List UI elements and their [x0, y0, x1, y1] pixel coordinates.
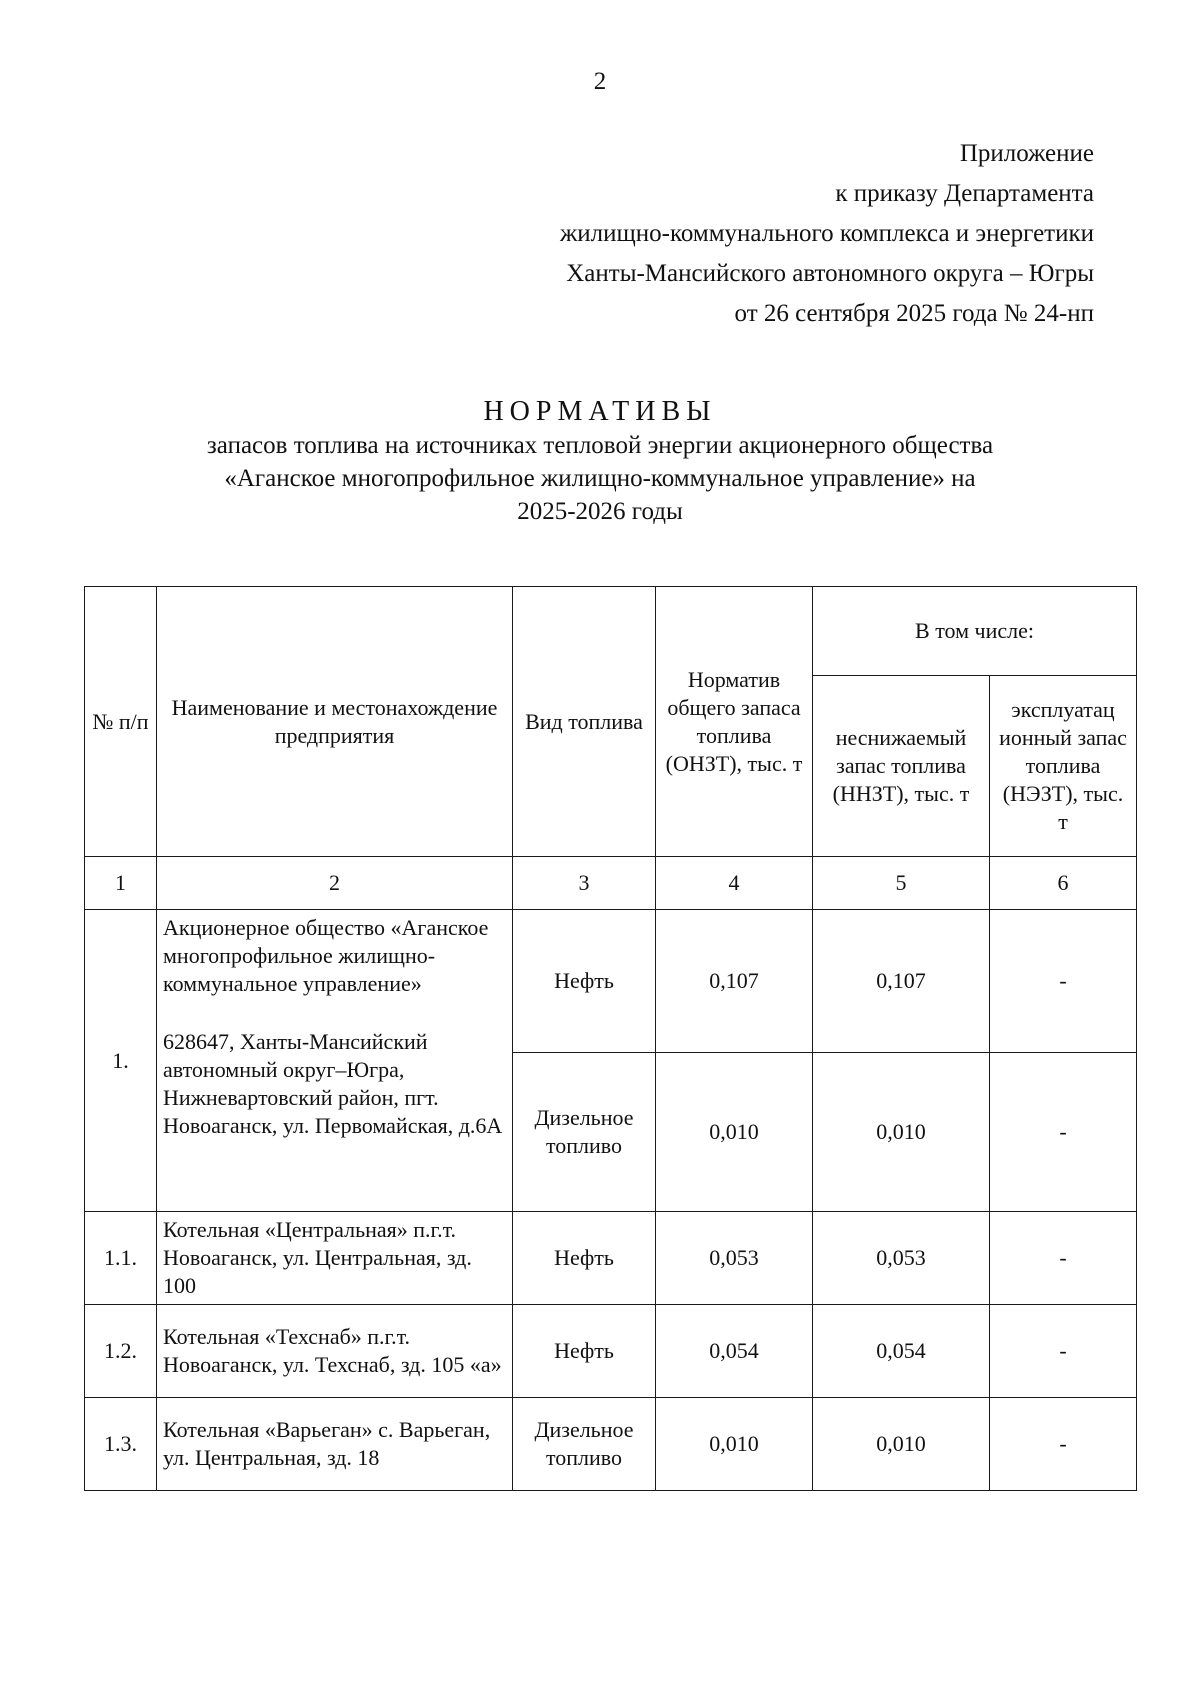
onzt-value: 0,054: [656, 1305, 813, 1398]
row-num: 1.3.: [85, 1398, 157, 1491]
column-number: 2: [157, 857, 513, 910]
column-number: 1: [85, 857, 157, 910]
row-num: 1.: [85, 910, 157, 1212]
document-title: НОРМАТИВЫ: [483, 396, 717, 427]
appendix-line: жилищно-коммунального комплекса и энергетики: [560, 220, 1094, 247]
nezt-value: -: [990, 1305, 1137, 1398]
column-number: 4: [656, 857, 813, 910]
row-num: 1.2.: [85, 1305, 157, 1398]
nnzt-value: 0,010: [813, 1398, 990, 1491]
fuel-type: Нефть: [513, 1305, 656, 1398]
boiler-name: Котельная «Варьеган» с. Варьеган, ул. Центральная, зд. 18: [157, 1398, 513, 1491]
header-nnzt: неснижаемый запас топлива (ННЗТ), тыс. т: [813, 676, 990, 857]
header-fuel-type: Вид топлива: [513, 587, 656, 857]
row-num: 1.1.: [85, 1212, 157, 1305]
header-nezt: эксплуатац ионный запас топлива (НЭЗТ), тыс. т: [990, 676, 1137, 857]
nnzt-value: 0,053: [813, 1212, 990, 1305]
column-number: 5: [813, 857, 990, 910]
header-num: № п/п: [85, 587, 157, 857]
column-number-row: [85, 857, 1137, 910]
fuel-type: Нефть: [513, 910, 656, 1053]
fuel-type: Дизельное топливо: [513, 1053, 656, 1212]
header-onzt: Норматив общего запаса топлива (ОНЗТ), тыс. т: [656, 587, 813, 857]
subtitle-line: 2025-2026 годы: [517, 498, 683, 525]
document-subtitle: [0, 429, 1200, 528]
company-name: Акционерное общество «Аганское многопрофильное жилищно-коммунальное управление»: [163, 915, 489, 996]
onzt-value: 0,010: [656, 1398, 813, 1491]
header-name: Наименование и местонахождение предприятия: [157, 587, 513, 857]
subtitle-line: «Аганское многопрофильное жилищно-коммунальное управление» на: [224, 465, 976, 492]
nezt-value: -: [990, 1212, 1137, 1305]
header-including: В том числе:: [813, 587, 1137, 676]
onzt-value: 0,107: [656, 910, 813, 1053]
table-row: [85, 1398, 1137, 1491]
nnzt-value: 0,107: [813, 910, 990, 1053]
table-row: [85, 910, 1137, 1053]
appendix-line: к приказу Департамента: [835, 180, 1094, 207]
onzt-value: 0,010: [656, 1053, 813, 1212]
appendix-line: от 26 сентября 2025 года № 24-нп: [734, 300, 1094, 327]
column-number: 3: [513, 857, 656, 910]
nezt-value: -: [990, 1398, 1137, 1491]
table-header-row: [85, 587, 1137, 676]
fuel-type: Нефть: [513, 1212, 656, 1305]
title-block: [0, 395, 1200, 528]
appendix-line: Ханты-Мансийского автономного округа – Югры: [566, 260, 1094, 287]
company-cell: [157, 910, 513, 1212]
table-row: [85, 1212, 1137, 1305]
nnzt-value: 0,054: [813, 1305, 990, 1398]
norms-table: [84, 586, 1137, 1491]
table-row: [85, 1305, 1137, 1398]
company-address: 628647, Ханты-Мансийский автономный округ–Югра, Нижневартовский район, пгт. Новоаганск, ул. Первомайская, д.6А: [163, 1029, 503, 1138]
nnzt-value: 0,010: [813, 1053, 990, 1212]
appendix-block: [560, 134, 1094, 334]
appendix-line: Приложение: [959, 140, 1094, 167]
onzt-value: 0,053: [656, 1212, 813, 1305]
fuel-type: Дизельное топливо: [513, 1398, 656, 1491]
nezt-value: -: [990, 910, 1137, 1053]
boiler-name: Котельная «Техснаб» п.г.т. Новоаганск, ул. Техснаб, зд. 105 «а»: [157, 1305, 513, 1398]
page-number: 2: [593, 68, 607, 95]
nezt-value: -: [990, 1053, 1137, 1212]
boiler-name: Котельная «Центральная» п.г.т. Новоаганск, ул. Центральная, зд. 100: [157, 1212, 513, 1305]
column-number: 6: [990, 857, 1137, 910]
subtitle-line: запасов топлива на источниках тепловой энергии акционерного общества: [206, 432, 994, 459]
